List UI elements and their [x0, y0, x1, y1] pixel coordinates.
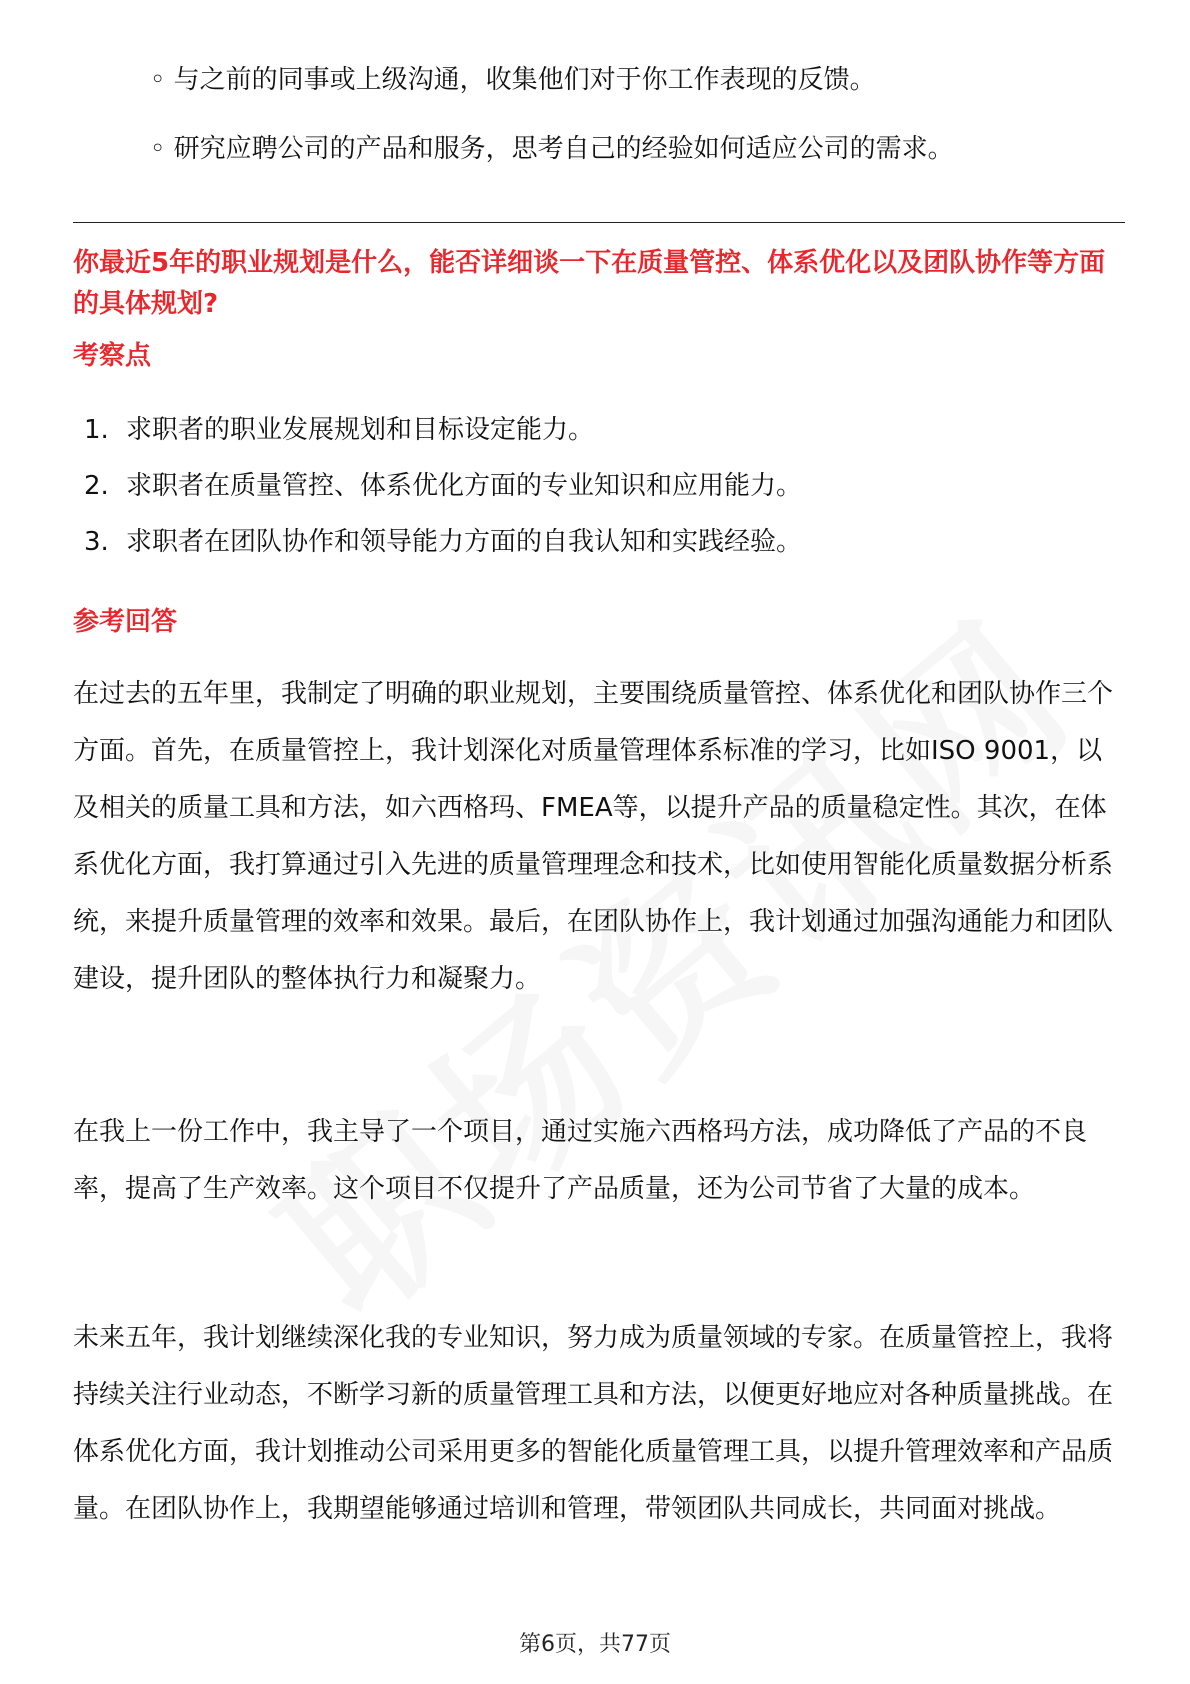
list-number: 3. — [84, 527, 109, 557]
bullet-list — [150, 60, 1110, 198]
list-text: 求职者在质量管控、体系优化方面的专业知识和应用能力。 — [126, 471, 803, 501]
list-number: 2. — [84, 471, 109, 501]
list-text: 求职者的职业发展规划和目标设定能力。 — [126, 415, 595, 445]
assessment-points-heading: 考察点 — [73, 341, 152, 371]
list-item — [84, 466, 1084, 506]
answer-paragraph: 在我上一份工作中，我主导了一个项目，通过实施六西格玛方法，成功降低了产品的不良率，提高了生产效率。这个项目不仅提升了产品质量，还为公司节省了大量的成本。 — [73, 1117, 1088, 1204]
section-divider — [73, 222, 1125, 223]
bullet-item: ◦ 与之前的同事或上级沟通，收集他们对于你工作表现的反馈。 — [150, 65, 876, 95]
bullet-item: ◦ 研究应聘公司的产品和服务，思考自己的经验如何适应公司的需求。 — [150, 134, 954, 164]
list-item — [84, 410, 1084, 450]
list-item — [84, 522, 1084, 562]
page-number-footer: 第6页，共77页 — [519, 1632, 671, 1657]
answer-paragraph: 未来五年，我计划继续深化我的专业知识，努力成为质量领域的专家。在质量管控上，我将持续关注行业动态，不断学习新的质量管理工具和方法，以便更好地应对各种质量挑战。在体系优化方面，我计划推动公司采用更多的智能化质量管理工具，以提升管理效率和产品质量。在团队协作上，我期望能够通过培训和管理，带领团队共同成长，共同面对挑战。 — [73, 1323, 1114, 1524]
list-number: 1. — [84, 415, 109, 445]
list-text: 求职者在团队协作和领导能力方面的自我认知和实践经验。 — [126, 527, 803, 557]
question-heading: 你最近5年的职业规划是什么，能否详细谈一下在质量管控、体系优化以及团队协作等方面的具体规划? — [73, 248, 1106, 319]
assessment-points-list — [84, 410, 1084, 578]
reference-answer-heading: 参考回答 — [73, 607, 178, 637]
answer-paragraph: 在过去的五年里，我制定了明确的职业规划，主要围绕质量管控、体系优化和团队协作三个方面。首先，在质量管控上，我计划深化对质量管理体系标准的学习，比如ISO 9001，以及相关的质量工具和方法，如六西格玛、FMEA等，以提升产品的质量稳定性。其次，在体系优化方面，我打算通过引入先进的质量管理理念和技术，比如使用智能化质量数据分析系统，来提升质量管理的效率和效果。最后，在团队协作上，我计划通过加强沟通能力和团队建设，提升团队的整体执行力和凝聚力。 — [73, 679, 1114, 994]
